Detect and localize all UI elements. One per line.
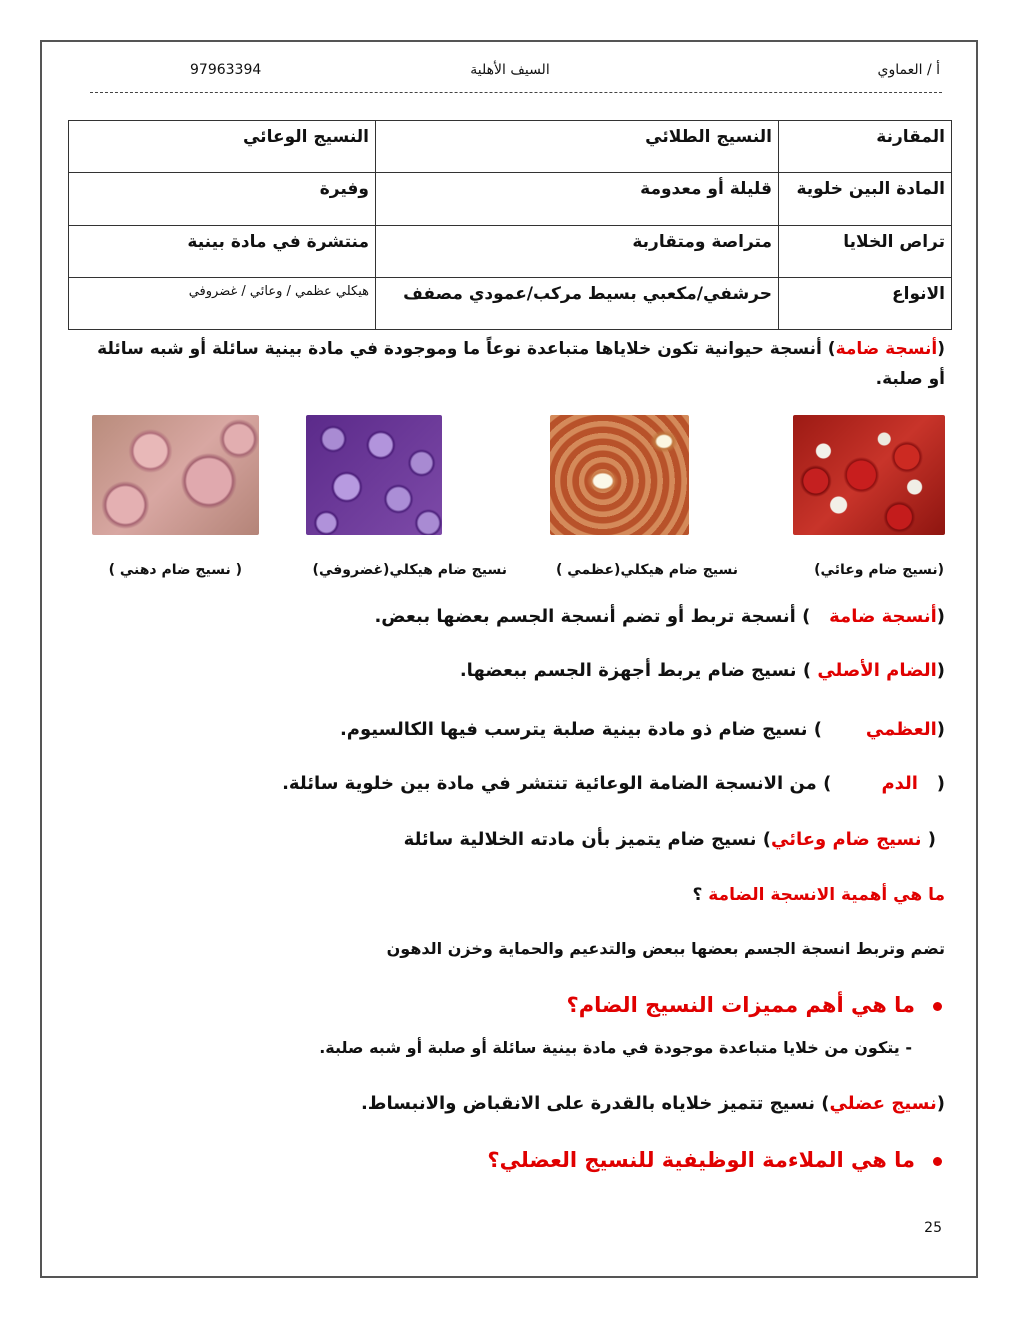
term: نسيج عضلي [829, 1093, 937, 1114]
table-row [69, 277, 952, 329]
table-cell: المقارنة [779, 121, 952, 173]
image-caption: ( نسيج ضام دهني ) [108, 562, 242, 578]
question-text: ما هي الملاءمة الوظيفية للنسيج العضلي؟ [487, 1148, 915, 1172]
page-number: 25 [924, 1220, 942, 1236]
answer-importance: تضم وتربط انسجة الجسم بعضها ببعض والتدعيم والحماية وخزن الدهون [386, 939, 945, 958]
adipose-tissue-image [92, 415, 259, 535]
definition-text: نسيج ضام يربط أجهزة الجسم ببعضها. [459, 660, 797, 681]
table-cell: وفيرة [69, 173, 376, 225]
blood-tissue-image [793, 415, 945, 535]
question-muscle [487, 1148, 942, 1172]
definition-text: أنسجة تربط أو تضم أنسجة الجسم بعضها ببعض. [374, 606, 796, 627]
table-cell: المادة البين خلوية [779, 173, 952, 225]
table-cell: متراصة ومتقاربة [376, 225, 779, 277]
term: العظمي [865, 719, 937, 740]
question-importance [692, 885, 945, 905]
definition-text: أنسجة حيوانية تكون خلاياها متباعدة نوعاً ما وموجودة في مادة بينية سائلة أو شبه سائلة أو صلبة. [97, 339, 945, 389]
table-cell: منتشرة في مادة بينية [69, 225, 376, 277]
question-text: ما هي أهم مميزات النسيج الضام؟ [566, 993, 915, 1017]
comparison-table [68, 120, 952, 330]
question-text: ما هي أهمية الانسجة الضامة [708, 885, 945, 905]
table-cell: حرشفي/مكعبي بسيط مركب/عمودي مصفف [376, 277, 779, 329]
table-cell: الانواع [779, 277, 952, 329]
definition-text: نسيج تتميز خلاياه بالقدرة على الانقباض والانبساط. [360, 1093, 815, 1114]
table-row [69, 173, 952, 225]
phone-number: 97963394 [190, 62, 262, 78]
school-name: السيف الأهلية [470, 62, 550, 78]
image-caption: نسيج ضام هيكلي(غضروفي) [312, 562, 507, 578]
table-cell: النسيج الوعائي [69, 121, 376, 173]
cartilage-tissue-image [306, 415, 442, 535]
table-cell: قليلة أو معدومة [376, 173, 779, 225]
header-divider [90, 92, 942, 93]
teacher-name: أ / العماوي [877, 62, 940, 78]
table-cell: النسيج الطلائي [376, 121, 779, 173]
image-caption: نسيج ضام هيكلي(عظمي ) [556, 562, 738, 578]
definition-text: نسيج ضام ذو مادة بينية صلبة يترسب فيها الكالسيوم. [339, 719, 808, 740]
muscle-definition: (نسيج عضلي) نسيج تتميز خلاياه بالقدرة على الانقباض والانبساط. [360, 1093, 945, 1114]
image-caption: (نسيج ضام وعائي) [814, 562, 944, 578]
term: أنسجة ضامة [835, 339, 938, 359]
definition-text: من الانسجة الضامة الوعائية تنتشر في مادة بين خلوية سائلة. [282, 773, 817, 794]
term: نسيج ضام وعائي [771, 829, 922, 850]
definition-line: (أنسجة ضامة ) أنسجة تربط أو تضم أنسجة الجسم بعضها ببعض. [374, 606, 945, 627]
answer-features: - يتكون من خلايا متباعدة موجودة في مادة بينية سائلة أو صلبة أو شبه صلبة. [319, 1038, 912, 1057]
term: أنسجة ضامة [829, 606, 937, 627]
definition-line: ( نسيج ضام وعائي) نسيج ضام يتميز بأن مادته الخلالية سائلة [403, 829, 936, 850]
question-features [567, 993, 942, 1017]
table-row [69, 121, 952, 173]
definition-line: (الضام الأصلي ) نسيج ضام يربط أجهزة الجسم ببعضها. [459, 660, 945, 681]
definition-line: (العظمي ) نسيج ضام ذو مادة بينية صلبة يترسب فيها الكالسيوم. [339, 719, 945, 740]
definition-line: ( الدم ) من الانسجة الضامة الوعائية تنتشر في مادة بين خلوية سائلة. [282, 773, 945, 794]
bullet-icon [933, 1157, 942, 1166]
bone-tissue-image [550, 415, 689, 535]
table-cell: هيكلي عظمي / وعائي / غضروفي [69, 277, 376, 329]
question-mark: ؟ [692, 885, 703, 905]
bullet-icon [933, 1002, 942, 1011]
table-cell: تراص الخلايا [779, 225, 952, 277]
term: الضام الأصلي [817, 660, 937, 681]
connective-tissue-definition: (أنسجة ضامة) أنسجة حيوانية تكون خلاياها متباعدة نوعاً ما وموجودة في مادة بينية سائلة أو شبه سائلة أو صلبة. [97, 339, 945, 389]
table-row [69, 225, 952, 277]
definition-text: نسيج ضام يتميز بأن مادته الخلالية سائلة [403, 829, 757, 850]
term: الدم [881, 773, 918, 794]
